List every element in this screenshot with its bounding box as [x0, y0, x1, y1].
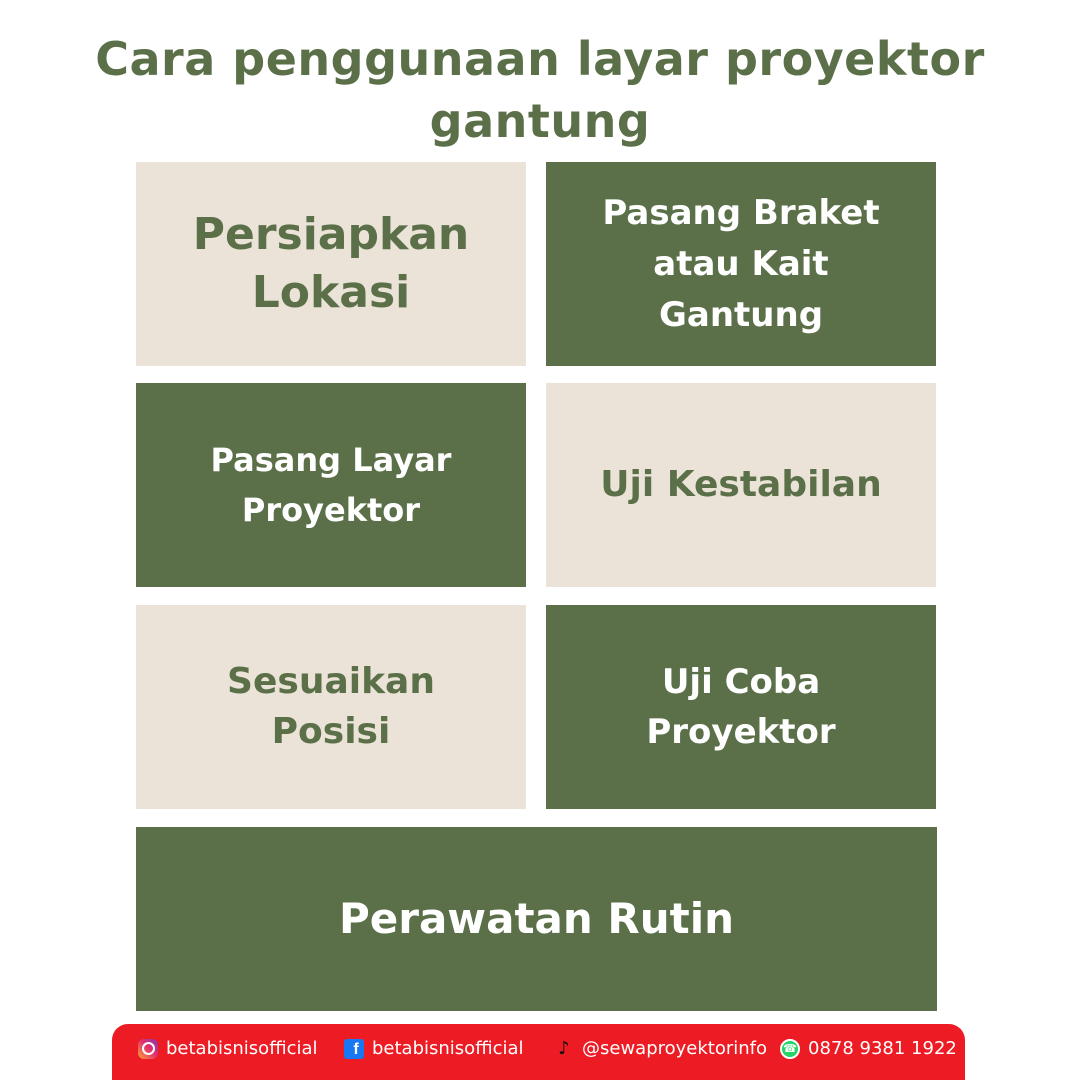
step-card-pasang-braket: [546, 162, 936, 366]
step-label-line: Pasang Layar: [210, 441, 452, 479]
tiktok-link[interactable]: [554, 1038, 767, 1059]
step-label-line: Uji Coba: [661, 662, 821, 702]
step-label-line: Pasang Braket: [602, 192, 880, 233]
step-label-line: Uji Kestabilan: [600, 464, 882, 505]
step-card-perawatan-rutin: [136, 827, 937, 1011]
tiktok-handle: @sewaproyektorinfo: [582, 1038, 768, 1059]
facebook-icon: f: [344, 1039, 364, 1059]
step-label-line: Persiapkan: [192, 209, 470, 260]
whatsapp-icon: ☎: [780, 1039, 800, 1059]
page-title-line-1: Cara penggunaan layar proyektor: [95, 32, 985, 86]
whatsapp-number: 0878 9381 1922: [808, 1038, 957, 1059]
step-label-line: Lokasi: [251, 267, 411, 318]
step-label-line: Proyektor: [646, 712, 836, 752]
step-label-line: Gantung: [658, 294, 824, 335]
page-title-line-2: gantung: [429, 94, 651, 148]
step-card-sesuaikan-posisi: [136, 605, 526, 809]
facebook-handle: betabisnisofficial: [372, 1038, 524, 1059]
step-card-uji-coba: [546, 605, 936, 809]
step-card-persiapkan-lokasi: [136, 162, 526, 366]
step-card-pasang-layar: [136, 383, 526, 587]
step-label-line: atau Kait: [653, 243, 829, 284]
page-title: [0, 28, 1080, 152]
tiktok-icon: ♪: [558, 1038, 570, 1059]
step-label-line: Proyektor: [241, 491, 421, 529]
whatsapp-link[interactable]: [780, 1038, 957, 1059]
step-card-uji-kestabilan: [546, 383, 936, 587]
instagram-icon: [138, 1039, 158, 1059]
instagram-link[interactable]: [138, 1038, 318, 1059]
facebook-link[interactable]: [344, 1038, 524, 1059]
step-label-line: Sesuaikan Posisi: [227, 661, 435, 752]
step-label-line: Perawatan Rutin: [338, 894, 735, 943]
social-footer: [112, 1024, 965, 1080]
instagram-handle: betabisnisofficial: [166, 1038, 318, 1059]
